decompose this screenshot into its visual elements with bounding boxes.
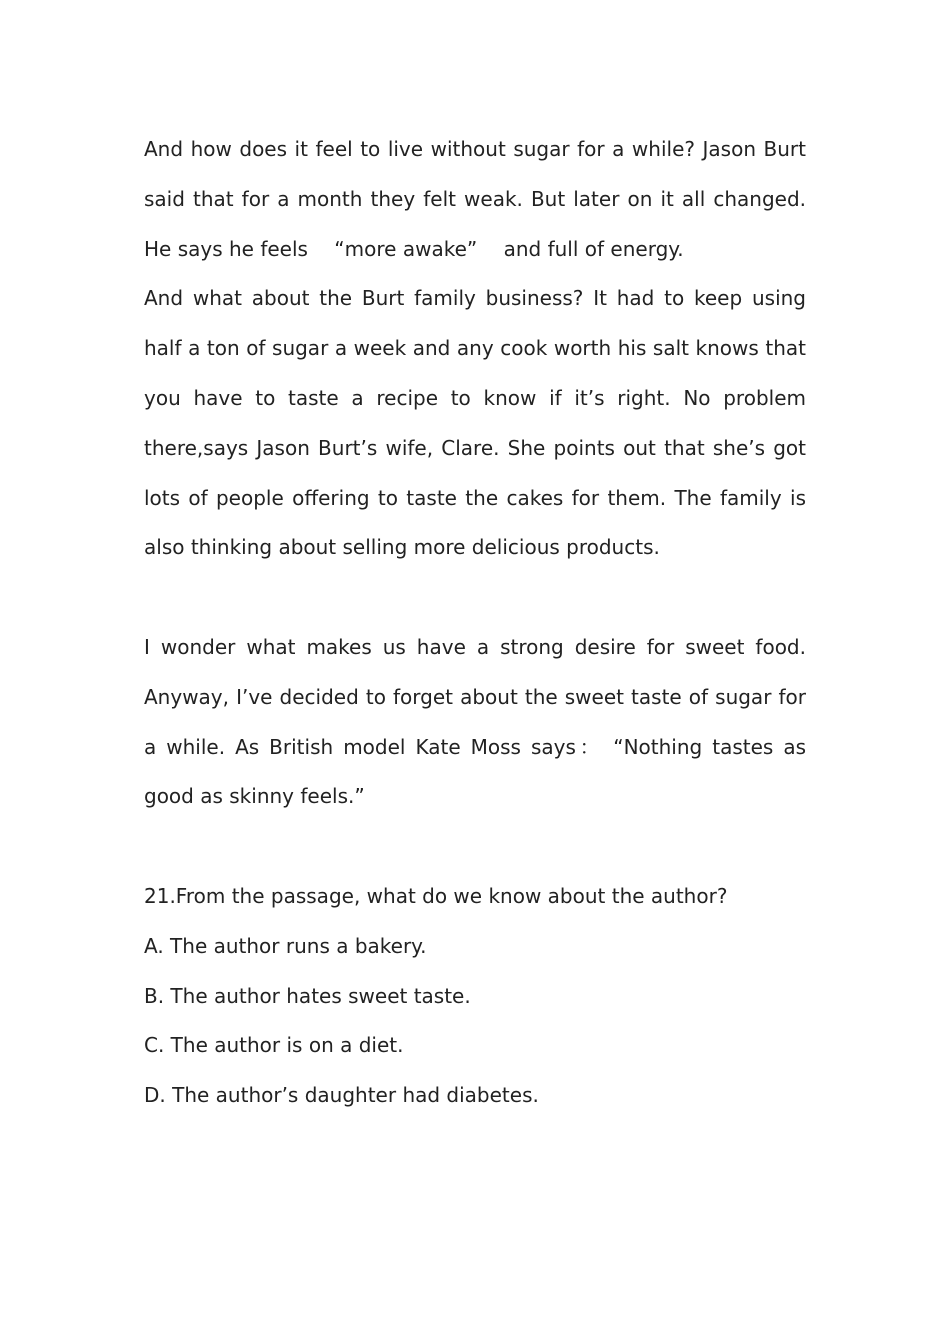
passage-paragraph-2: And what about the Burt family business? It had to keep using half a ton of sugar a week and any cook worth his salt knows that you have to taste a recipe to know if it’s right. No problem there,says Jason Burt’s wife, Clare. She points out that she’s got lots of people offering to taste the cakes for them. The family is also thinking about selling more delicious products. <box>144 286 806 560</box>
option-a: A. The author runs a bakery. <box>144 933 427 958</box>
passage-paragraph-3: I wonder what makes us have a strong desire for sweet food. Anyway, I’ve decided to forget about the sweet taste of sugar for a while. As British model Kate Moss says： “Nothing tastes as good as skinny feels.” <box>144 634 806 809</box>
document-page <box>144 125 806 1121</box>
option-c: C. The author is on a diet. <box>144 1033 404 1058</box>
paragraph-spacer <box>144 822 806 872</box>
passage-paragraph-1: And how does it feel to live without sugar for a while? Jason Burt said that for a month they felt weak. But later on it all changed. He says he feels “more awake” and full of energy. <box>144 137 806 261</box>
option-b: B. The author hates sweet taste. <box>144 983 471 1008</box>
option-d: D. The author’s daughter had diabetes. <box>144 1083 539 1108</box>
question-stem: 21.From the passage, what do we know about the author? <box>144 883 728 908</box>
paragraph-spacer <box>144 573 806 623</box>
